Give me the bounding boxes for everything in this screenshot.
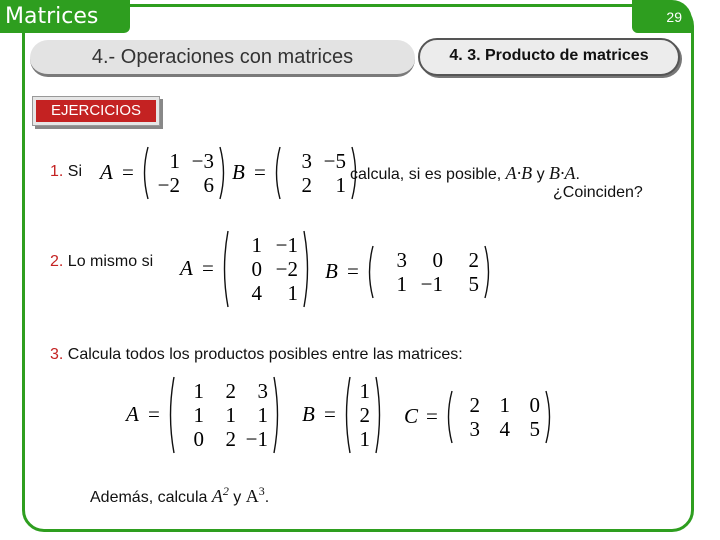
exercise-1-coinciden: ¿Coinciden? <box>553 184 643 201</box>
right-parenthesis <box>220 147 224 199</box>
left-parenthesis <box>370 246 374 298</box>
equals-sign: = <box>324 402 336 426</box>
matrix-name: B <box>325 259 338 283</box>
equals-sign: = <box>122 160 134 184</box>
matrix-cell: 1 <box>359 427 370 451</box>
matrix-name: A <box>100 160 113 184</box>
exercise-1-period: . <box>575 166 580 183</box>
matrix-cell: −1 <box>245 427 268 451</box>
exercise-2-text: Lo mismo si <box>67 253 154 270</box>
matrix-cell: 2 <box>469 393 480 417</box>
exercise-3-matrix-A <box>126 376 288 454</box>
exercise-2-lead <box>50 253 153 271</box>
matrix-name: B <box>302 402 315 426</box>
exercise-1-lead <box>50 163 82 181</box>
exercise-3-power-2: $A^2$ <box>211 484 229 506</box>
matrix-cell: 1 <box>396 272 407 296</box>
page-number: 29 <box>632 0 692 33</box>
matrix-cell: −3 <box>191 149 214 173</box>
exercises-label: EJERCICIOS <box>36 100 156 122</box>
section-title: 4.- Operaciones con matrices <box>30 40 415 77</box>
matrix-cell: 5 <box>529 417 540 441</box>
equals-sign: = <box>254 160 266 184</box>
exercise-1-product-AB: A·B <box>505 163 533 183</box>
matrix-cell: 0 <box>529 393 540 417</box>
exercise-3-lead <box>50 346 463 364</box>
exercise-1-conjunction: y <box>536 166 545 183</box>
matrix-cell: 6 <box>203 173 214 197</box>
exercise-1-number: 1. <box>50 163 64 180</box>
matrix-cell: 1 <box>287 281 298 305</box>
matrix-cell: −1 <box>275 233 298 257</box>
left-parenthesis <box>171 377 175 453</box>
exercise-3-text: Calcula todos los productos posibles entre las matrices: <box>67 346 463 363</box>
matrix-cell: 0 <box>432 248 443 272</box>
exercise-1-matrix-A <box>100 146 234 200</box>
matrix-cell: −2 <box>275 257 298 281</box>
exercise-1-question-line <box>350 163 580 184</box>
matrix-cell: 3 <box>257 379 268 403</box>
matrix-name: A <box>126 402 139 426</box>
exercise-3-extra <box>90 484 269 507</box>
exercises-badge <box>32 96 160 126</box>
matrix-cell: 1 <box>359 379 370 403</box>
matrix-cell: 4 <box>251 281 262 305</box>
left-parenthesis <box>449 391 453 443</box>
matrix-cell: 1 <box>169 149 180 173</box>
matrix-cell: 3 <box>301 149 312 173</box>
matrix-cell: 0 <box>193 427 204 451</box>
equals-sign: = <box>202 256 214 280</box>
exercise-2-matrix-B <box>325 245 499 299</box>
matrix-cell: 5 <box>468 272 479 296</box>
exercise-3-extra-period: . <box>264 489 270 506</box>
right-parenthesis <box>546 391 550 443</box>
matrix-name: A <box>180 256 193 280</box>
matrix-name: C <box>404 404 419 428</box>
right-parenthesis <box>376 377 380 453</box>
app-title: Matrices <box>0 0 130 33</box>
matrix-name: B <box>232 160 245 184</box>
matrix-cell: −1 <box>420 272 443 296</box>
exercise-1-product-BA: B·A <box>549 163 576 183</box>
matrix-cell: 1 <box>335 173 346 197</box>
matrix-cell: −5 <box>323 149 346 173</box>
exercise-3-power-3: $A^3$ <box>245 484 265 506</box>
equals-sign: = <box>148 402 160 426</box>
matrix-cell: 1 <box>225 403 236 427</box>
right-parenthesis <box>274 377 278 453</box>
left-parenthesis <box>225 231 229 307</box>
exercise-3-matrix-C <box>404 390 560 444</box>
exercise-2-matrix-A <box>180 230 318 308</box>
subsection-title: 4. 3. Producto de matrices <box>418 38 680 76</box>
matrix-cell: 1 <box>193 379 204 403</box>
matrix-cell: 2 <box>225 427 236 451</box>
matrix-cell: 3 <box>396 248 407 272</box>
matrix-cell: −2 <box>157 173 180 197</box>
matrix-cell: 2 <box>225 379 236 403</box>
left-parenthesis <box>145 147 149 199</box>
matrix-cell: 1 <box>499 393 510 417</box>
exercise-2-number: 2. <box>50 253 64 270</box>
exercise-1-matrix-B <box>232 146 366 200</box>
matrix-cell: 4 <box>499 417 510 441</box>
right-parenthesis <box>304 231 308 307</box>
exercise-3-extra-conjunction: y <box>233 489 242 506</box>
matrix-cell: 3 <box>469 417 480 441</box>
left-parenthesis <box>347 377 351 453</box>
matrix-cell: 1 <box>193 403 204 427</box>
exercise-3-matrix-B <box>302 376 390 454</box>
exercise-3-extra-text: Además, calcula <box>90 489 208 506</box>
exercise-1-text: calcula, si es posible, <box>350 166 502 183</box>
equals-sign: = <box>426 404 438 428</box>
equals-sign: = <box>347 259 359 283</box>
matrix-cell: 0 <box>251 257 262 281</box>
exercise-3-number: 3. <box>50 346 64 363</box>
matrix-cell: 2 <box>468 248 479 272</box>
matrix-cell: 2 <box>359 403 370 427</box>
left-parenthesis <box>277 147 281 199</box>
matrix-cell: 1 <box>251 233 262 257</box>
matrix-cell: 2 <box>301 173 312 197</box>
right-parenthesis <box>485 246 489 298</box>
exercise-1-si: Si <box>67 163 83 180</box>
matrix-cell: 1 <box>257 403 268 427</box>
